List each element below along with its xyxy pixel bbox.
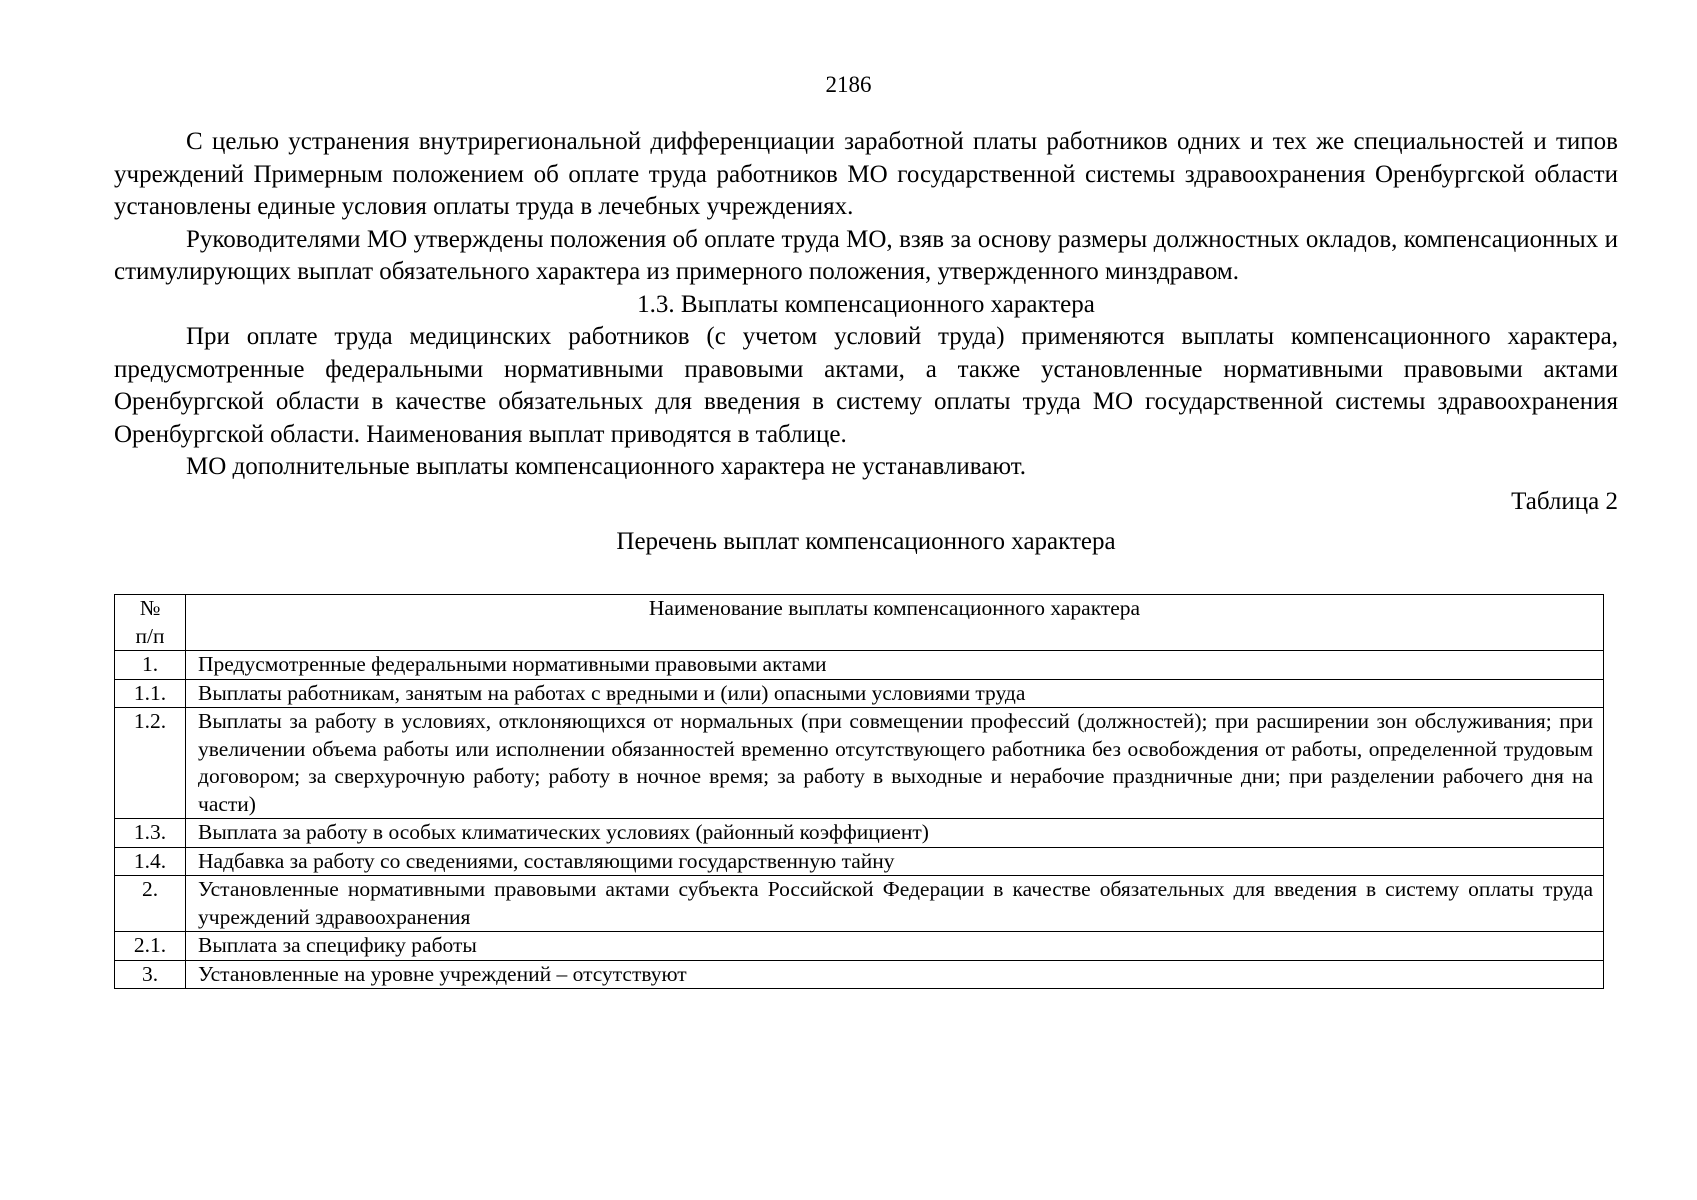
row-name: Надбавка за работу со сведениями, составляющими государственную тайну bbox=[186, 847, 1604, 876]
table-row bbox=[115, 651, 1604, 680]
paragraph-intro: С целью устранения внутрирегиональной дифференциации заработной платы работников одних и тех же специальностей и типов учреждений Примерным положением об оплате труда работников МО государственной системы здравоохранения Оренбургской области установлены единые условия оплаты труда в лечебных учреждениях. bbox=[114, 128, 1618, 220]
paragraph-additional: МО дополнительные выплаты компенсационного характера не устанавливают. bbox=[186, 453, 1027, 480]
document-body bbox=[114, 126, 1618, 559]
row-number: 1.3. bbox=[115, 819, 186, 848]
row-number: 3. bbox=[115, 960, 186, 989]
page-number: 2186 bbox=[825, 72, 872, 97]
row-number: 1.4. bbox=[115, 847, 186, 876]
table-row bbox=[115, 679, 1604, 708]
paragraph-payments: При оплате труда медицинских работников (с учетом условий труда) применяются выплаты компенсационного характера, предусмотренные федеральными нормативными правовыми актами, а также установленные нормативными правовыми актами Оренбургской области в качестве обязательных для введения в систему оплаты труда МО государственной системы здравоохранения Оренбургской области. Наименования выплат приводятся в таблице. bbox=[114, 323, 1618, 448]
table-row bbox=[115, 960, 1604, 989]
header-number-line1: № bbox=[139, 596, 161, 620]
row-number: 1. bbox=[115, 651, 186, 680]
table-header-row bbox=[115, 595, 1604, 651]
row-name: Выплаты за работу в условиях, отклоняющихся от нормальных (при совмещении профессий (должностей); при расширении зон обслуживания; при увеличении объема работы или исполнении обязанностей временно отсутствующего работника без освобождения от работы, определенной трудовым договором; за сверхурочную работу; работу в ночное время; за работу в выходные и нерабочие праздничные дни; при разделении рабочего дня на части) bbox=[186, 708, 1604, 819]
header-number-line2: п/п bbox=[135, 623, 165, 648]
header-name: Наименование выплаты компенсационного характера bbox=[186, 595, 1604, 651]
table-row bbox=[115, 819, 1604, 848]
row-name: Установленные нормативными правовыми актами субъекта Российской Федерации в качестве обязательных для введения в систему оплаты труда учреждений здравоохранения bbox=[186, 876, 1604, 932]
table-title: Перечень выплат компенсационного характера bbox=[616, 528, 1116, 555]
section-heading: 1.3. Выплаты компенсационного характера bbox=[637, 290, 1095, 318]
row-name: Выплата за работу в особых климатических условиях (районный коэффициент) bbox=[186, 819, 1604, 848]
row-name: Выплаты работникам, занятым на работах с вредными и (или) опасными условиями труда bbox=[186, 679, 1604, 708]
row-name: Предусмотренные федеральными нормативными правовыми актами bbox=[186, 651, 1604, 680]
row-number: 2. bbox=[115, 876, 186, 932]
header-number bbox=[115, 595, 186, 651]
row-number: 2.1. bbox=[115, 932, 186, 961]
row-name: Выплата за специфику работы bbox=[186, 932, 1604, 961]
table-row bbox=[115, 932, 1604, 961]
table-row bbox=[115, 876, 1604, 932]
row-name: Установленные на уровне учреждений – отсутствуют bbox=[186, 960, 1604, 989]
row-number: 1.2. bbox=[115, 708, 186, 819]
table-row bbox=[115, 708, 1604, 819]
row-number: 1.1. bbox=[115, 679, 186, 708]
table-row bbox=[115, 847, 1604, 876]
paragraph-regulations: Руководителями МО утверждены положения об оплате труда МО, взяв за основу размеры должностных окладов, компенсационных и стимулирующих выплат обязательного характера из примерного положения, утвержденного минздравом. bbox=[114, 225, 1618, 285]
compensation-payments-table bbox=[114, 594, 1604, 989]
table-label: Таблица 2 bbox=[1511, 487, 1618, 515]
